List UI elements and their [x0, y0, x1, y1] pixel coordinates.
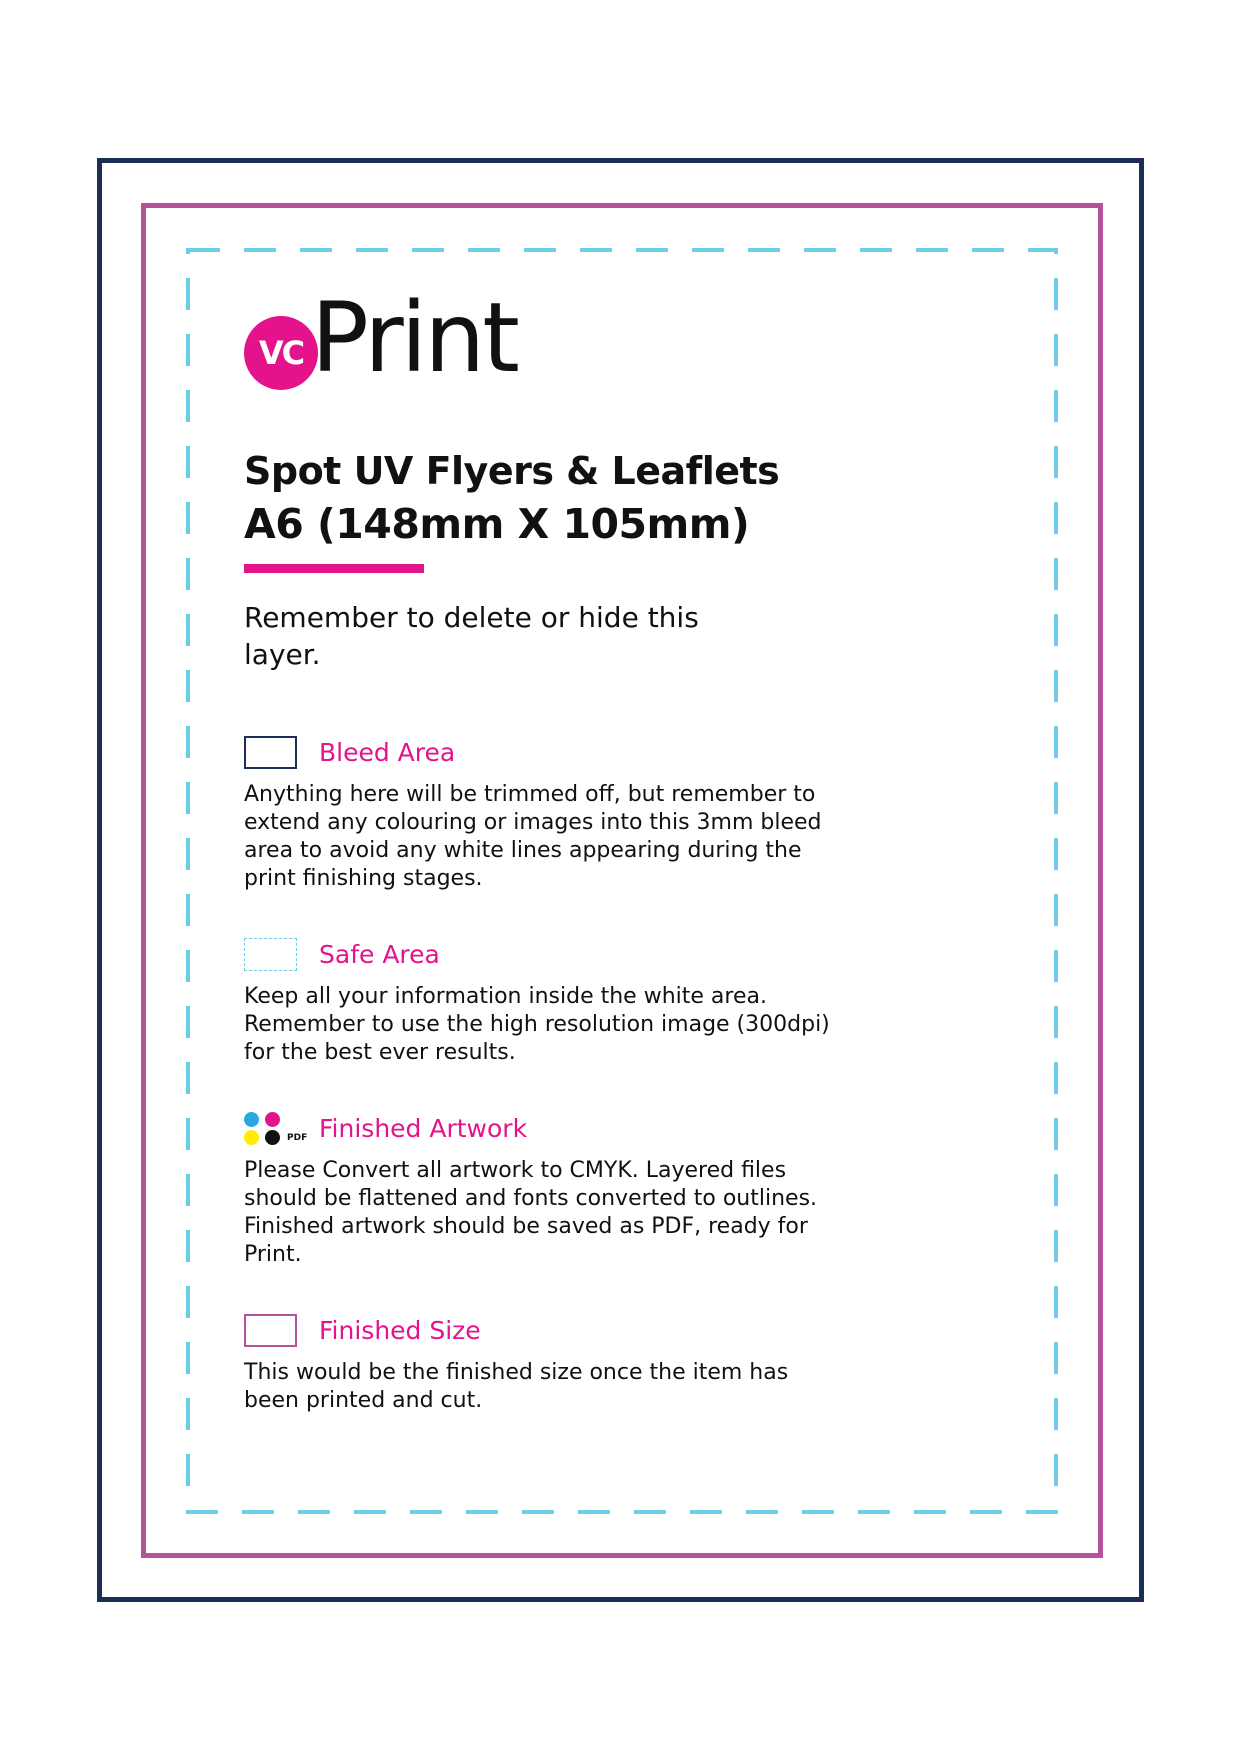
section-body: Anything here will be trimmed off, but remember to extend any colouring or images into this 3mm bleed area to avoid any white lines appearing during the print finishing stages.	[244, 782, 822, 891]
logo-wordmark: Print	[311, 282, 517, 394]
pdf-label: PDF	[287, 1132, 308, 1143]
cmyk-pdf-icon	[244, 1112, 308, 1145]
section-body: Keep all your information inside the white area. Remember to use the high resolution image (300dpi) for the best ever results.	[244, 984, 830, 1065]
layer-reminder: Remember to delete or hide this layer.	[244, 601, 699, 671]
product-title: Spot UV Flyers & Leaflets	[244, 449, 780, 493]
section-finished-artwork	[244, 1109, 884, 1269]
product-size: A6 (148mm X 105mm)	[244, 500, 750, 548]
section-title: Finished Artwork	[319, 1113, 528, 1143]
section-title: Safe Area	[319, 939, 440, 969]
black-dot-icon	[265, 1130, 280, 1145]
logo-badge: VC	[244, 316, 318, 390]
section-safe-area	[244, 935, 884, 1067]
title-underline	[244, 564, 424, 573]
vcprint-logo	[244, 282, 884, 394]
section-body: Please Convert all artwork to CMYK. Layered files should be flattened and fonts converted to outlines. Finished artwork should be saved as PDF, ready for Print.	[244, 1158, 818, 1267]
cyan-dot-icon	[244, 1112, 259, 1127]
safe-area-swatch-icon	[244, 938, 297, 971]
bleed-area-swatch-icon	[244, 736, 297, 769]
template-info	[244, 282, 884, 1415]
section-finished-size	[244, 1311, 884, 1415]
section-title: Bleed Area	[319, 737, 456, 767]
yellow-dot-icon	[244, 1130, 259, 1145]
section-body: This would be the finished size once the item has been printed and cut.	[244, 1360, 789, 1413]
magenta-dot-icon	[265, 1112, 280, 1127]
section-bleed-area	[244, 733, 884, 893]
section-title: Finished Size	[319, 1315, 481, 1345]
finished-size-swatch-icon	[244, 1314, 297, 1347]
